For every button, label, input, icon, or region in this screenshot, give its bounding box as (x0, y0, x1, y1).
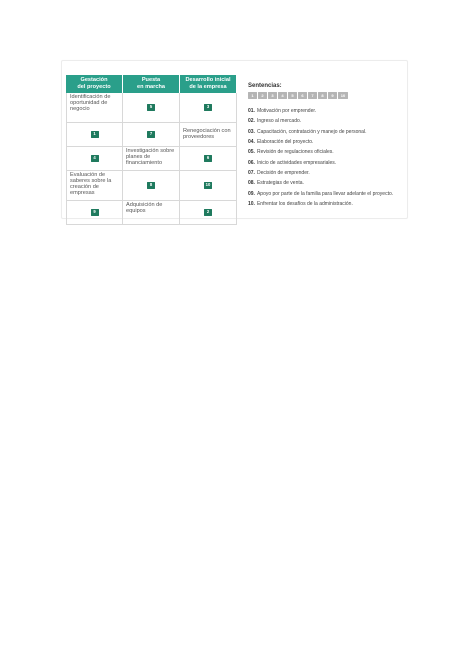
number-badge[interactable]: 4 (91, 155, 99, 162)
sentence-number: 04. (248, 139, 255, 146)
number-chip-row (248, 92, 348, 99)
table-cell: Evaluación de saberes sobre la creación de empresas (66, 171, 123, 201)
sentence-text: Enfrentar los desafíos de la administración. (256, 200, 353, 207)
activity-card (61, 60, 408, 219)
list-item (248, 137, 404, 147)
sentence-text: Decisión de emprender. (256, 169, 310, 176)
number-badge[interactable]: 10 (205, 182, 211, 188)
drop-slot[interactable] (66, 123, 123, 147)
list-item (248, 188, 404, 198)
number-badge[interactable]: 9 (91, 209, 99, 216)
number-chip[interactable]: 8 (318, 92, 327, 99)
sentence-text: Estrategias de venta. (256, 180, 304, 187)
list-item (248, 106, 404, 116)
sentence-number: 06. (248, 159, 255, 166)
sentence-number: 08. (248, 180, 255, 187)
number-chip[interactable]: 2 (258, 92, 267, 99)
number-chip[interactable]: 4 (278, 92, 287, 99)
header-gestacion: Gestación del proyecto (66, 75, 123, 93)
table-cell: Investigación sobre planes de financiamiento (123, 147, 180, 171)
drop-slot[interactable] (180, 147, 237, 171)
number-chip[interactable]: 1 (248, 92, 257, 99)
number-chip[interactable]: 9 (328, 92, 337, 99)
table-cell: Identificación de oportunidad de negocio (66, 93, 123, 123)
number-badge[interactable]: 1 (91, 131, 99, 138)
drop-slot[interactable] (66, 147, 123, 171)
number-chip[interactable]: 3 (268, 92, 277, 99)
list-item (248, 116, 404, 126)
sentence-number: 03. (248, 128, 255, 135)
sentence-number: 10. (248, 200, 255, 207)
number-badge[interactable]: 5 (147, 104, 155, 111)
drop-slot[interactable] (123, 171, 180, 201)
number-chip[interactable]: 10 (338, 92, 348, 99)
sentence-text: Inicio de actividades empresariales. (256, 159, 337, 166)
list-item (248, 127, 404, 137)
list-item (248, 178, 404, 188)
drop-slot[interactable] (180, 93, 237, 123)
list-item (248, 157, 404, 167)
sentences-title: Sentencias: (248, 83, 282, 89)
header-puesta-en-marcha: Puesta en marcha (123, 75, 180, 93)
number-badge[interactable]: 2 (204, 209, 212, 216)
sentence-list (248, 106, 404, 209)
sentence-number: 01. (248, 108, 255, 115)
drop-slot[interactable] (123, 123, 180, 147)
drop-slot[interactable] (180, 201, 237, 225)
number-chip[interactable]: 7 (308, 92, 317, 99)
drop-slot[interactable] (180, 171, 237, 201)
sentence-text: Elaboración del proyecto. (256, 139, 314, 146)
table-cell: Renegociación con proveedores (180, 123, 237, 147)
stages-table (66, 75, 237, 225)
drop-slot[interactable] (123, 93, 180, 123)
drop-slot[interactable] (66, 201, 123, 225)
sentence-text: Capacitación, contratación y manejo de personal. (256, 128, 367, 135)
sentence-text: Apoyo por parte de la familia para llevar adelante el proyecto. (256, 190, 394, 197)
sentence-text: Revisión de regulaciones oficiales. (256, 149, 334, 156)
header-desarrollo-inicial: Desarrollo inicial de la empresa (180, 75, 237, 93)
sentence-text: Motivación por emprender. (256, 108, 317, 115)
number-badge[interactable]: 6 (204, 155, 212, 162)
list-item (248, 199, 404, 209)
number-badge[interactable]: 7 (147, 131, 155, 138)
list-item (248, 168, 404, 178)
sentence-number: 05. (248, 149, 255, 156)
number-chip[interactable]: 6 (298, 92, 307, 99)
sentence-number: 09. (248, 190, 255, 197)
list-item (248, 147, 404, 157)
number-badge[interactable]: 3 (204, 104, 212, 111)
table-cell: Adquisición de equipos (123, 201, 180, 225)
sentence-number: 02. (248, 118, 255, 125)
number-chip[interactable]: 5 (288, 92, 297, 99)
sentence-text: Ingreso al mercado. (256, 118, 302, 125)
sentence-number: 07. (248, 169, 255, 176)
number-badge[interactable]: 8 (147, 182, 155, 189)
